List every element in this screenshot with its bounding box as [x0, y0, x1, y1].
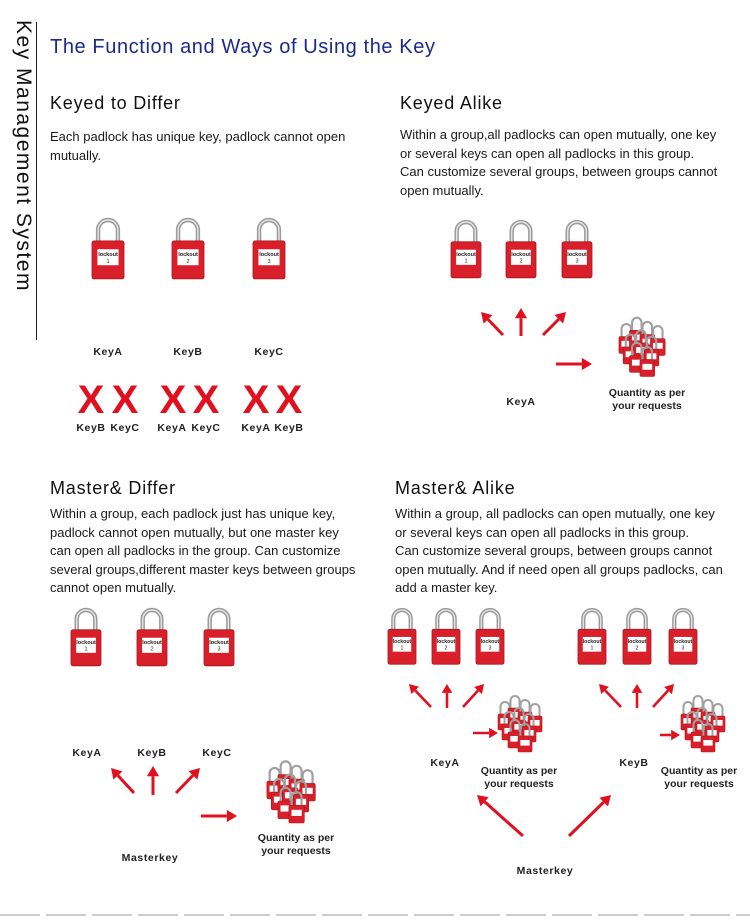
desc-line: open mutually. And if need open all groups padlocks, can [395, 561, 723, 577]
section-title-keyed-differ: Keyed to Differ [50, 93, 181, 113]
key-label-c: KeyC [202, 747, 232, 759]
svg-text:lockout: lockout [673, 639, 693, 646]
arrow-icon [477, 795, 523, 836]
svg-text:lockout: lockout [178, 251, 198, 258]
arrow-icon [442, 684, 453, 708]
padlock-icon [578, 610, 606, 664]
svg-text:lockout: lockout [259, 251, 279, 258]
cross-key-label: KeyB [274, 422, 304, 434]
desc-line: can open all padlocks in the group. Can customize [50, 543, 341, 558]
svg-text:3: 3 [488, 645, 492, 652]
padlock-icon [137, 610, 167, 666]
arrow-icon [473, 728, 498, 739]
master-key-label: Masterkey [121, 852, 179, 864]
section-title-keyed-alike: Keyed Alike [400, 93, 503, 113]
desc-line: or several keys can open all padlocks in this group. [395, 524, 690, 540]
arrow-icon [599, 684, 621, 707]
desc-line: padlock cannot open mutually, but one master key [50, 524, 339, 540]
svg-text:1: 1 [84, 646, 88, 653]
cross-key-label: KeyC [191, 422, 221, 434]
svg-text:1: 1 [464, 258, 468, 265]
arrow-icon [463, 684, 484, 707]
arrow-icon [176, 768, 200, 793]
svg-text:1: 1 [106, 258, 110, 265]
arrow-icon [409, 684, 431, 707]
svg-text:2: 2 [519, 258, 523, 265]
svg-text:lockout: lockout [209, 640, 229, 647]
desc-line: mutually. [50, 147, 102, 163]
padlock-icon [562, 222, 592, 278]
arrow-icon [147, 766, 159, 795]
quantity-line: your requests [484, 777, 554, 790]
svg-text:lockout: lockout [392, 639, 412, 646]
cross-mark: X [111, 378, 139, 422]
arrow-icon [632, 684, 643, 708]
desc-line: or several keys can open all padlocks in this group. [400, 145, 695, 161]
section-title-master-alike: Master& Alike [395, 478, 516, 498]
page-title: The Function and Ways of Using the Key [50, 36, 436, 58]
desc-line: Can customize several groups, between groups cannot [400, 164, 718, 179]
padlock-icon [388, 610, 416, 664]
arrow-icon [515, 308, 527, 336]
arrow-icon [111, 768, 134, 793]
svg-text:lockout: lockout [627, 639, 647, 646]
padlock-icon [253, 220, 285, 279]
svg-text:3: 3 [217, 646, 221, 653]
padlock-icon [432, 610, 460, 664]
padlock-icon [476, 610, 504, 664]
key-label-a: KeyA [430, 757, 460, 769]
cross-mark: X [242, 378, 270, 422]
key-label-b: KeyB [173, 346, 203, 358]
quantity-line: your requests [664, 777, 734, 790]
key-label-c: KeyC [254, 346, 284, 358]
quantity-line: Quantity as per [608, 387, 686, 399]
arrow-icon [660, 730, 680, 741]
quantity-note [258, 832, 334, 857]
svg-text:lockout: lockout [567, 252, 587, 259]
arrow-icon [569, 795, 611, 836]
padlock-icon [669, 610, 697, 664]
key-label-a: KeyA [72, 747, 102, 759]
cross-mark: X [159, 378, 187, 422]
cross-key-label: KeyA [157, 422, 187, 434]
arrow-icon [481, 312, 503, 335]
side-title: Key Management System [12, 20, 35, 292]
cross-key-label: KeyC [110, 422, 140, 434]
svg-text:lockout: lockout [511, 252, 531, 259]
padlock-cluster-icon [681, 696, 725, 752]
svg-text:2: 2 [150, 646, 154, 653]
padlock-icon [92, 220, 124, 279]
key-label-b: KeyB [619, 757, 649, 769]
cross-key-label: KeyA [241, 422, 271, 434]
desc-line: Within a group, each padlock just has unique key, [50, 506, 336, 521]
arrow-icon [556, 358, 592, 370]
quantity-line: Quantity as per [257, 832, 335, 844]
key-label-b: KeyB [137, 747, 167, 759]
svg-text:3: 3 [681, 645, 685, 652]
padlock-icon [172, 220, 204, 279]
padlock-icon [451, 222, 481, 278]
svg-text:lockout: lockout [480, 639, 500, 646]
quantity-note [481, 765, 557, 790]
desc-line: Can customize several groups, between groups cannot [395, 543, 713, 558]
svg-text:lockout: lockout [582, 639, 602, 646]
padlock-icon [204, 610, 234, 666]
desc-line: add a master key. [395, 580, 498, 595]
quantity-line: your requests [612, 399, 682, 412]
key-label-a: KeyA [93, 346, 123, 358]
key-label-a: KeyA [506, 396, 536, 408]
desc-line: open mutually. [400, 182, 484, 198]
cross-key-label: KeyB [76, 422, 106, 434]
svg-text:1: 1 [400, 645, 404, 652]
svg-text:lockout: lockout [436, 639, 456, 646]
svg-text:1: 1 [590, 645, 594, 652]
arrow-icon [653, 684, 674, 707]
svg-text:lockout: lockout [76, 640, 96, 647]
svg-text:3: 3 [267, 258, 271, 265]
arrow-icon [201, 810, 237, 822]
desc-line: several groups,different master keys between groups [50, 561, 356, 577]
svg-text:lockout: lockout [98, 251, 118, 258]
desc-line: Within a group,all padlocks can open mutually, one key [400, 127, 717, 142]
quantity-line: Quantity as per [660, 765, 738, 777]
cross-mark: X [192, 378, 220, 422]
desc-line: cannot open mutually. [50, 580, 177, 595]
desc-line: Each padlock has unique key, padlock cannot open [50, 129, 346, 144]
cross-mark: X [275, 378, 303, 422]
padlock-cluster-icon [619, 318, 665, 377]
svg-text:2: 2 [444, 645, 448, 652]
svg-text:lockout: lockout [142, 640, 162, 647]
quantity-line: Quantity as per [480, 765, 558, 777]
padlock-cluster-icon [498, 696, 542, 752]
section-title-master-differ: Master& Differ [50, 478, 176, 498]
cross-mark: X [77, 378, 105, 422]
svg-text:3: 3 [575, 258, 579, 265]
svg-text:2: 2 [635, 645, 639, 652]
master-key-label: Masterkey [516, 865, 574, 877]
desc-line: Within a group, all padlocks can open mutually, one key [395, 506, 715, 521]
svg-text:lockout: lockout [456, 252, 476, 259]
svg-text:2: 2 [186, 258, 190, 265]
padlock-icon [506, 222, 536, 278]
padlock-icon [623, 610, 651, 664]
quantity-note [661, 765, 737, 790]
quantity-line: your requests [261, 844, 331, 857]
bottom-border [0, 914, 750, 916]
padlock-cluster-icon [267, 761, 315, 823]
padlock-icon [71, 610, 101, 666]
quantity-note [609, 387, 685, 412]
arrow-icon [543, 312, 566, 335]
